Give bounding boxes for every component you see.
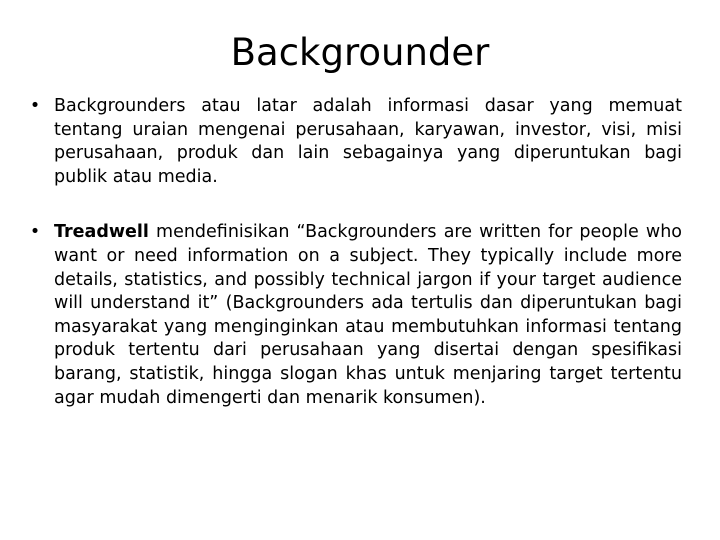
slide-title: Backgrounder <box>230 31 490 74</box>
bullet-text: Backgrounders atau latar adalah informasi dasar yang memuat tentang uraian mengenai perusahaan, karyawan, investor, visi, misi perusahaan, produk dan lain sebagainya yang diperuntukan bagi publik atau media. <box>54 96 682 187</box>
bullet-item-1 <box>28 95 682 189</box>
bullet-text: mendefinisikan “Backgrounders are written for people who want or need information on a subject. They typically include more details, statistics, and possibly technical jargon if your target audience will understand it” (Backgrounders ada tertulis dan diperuntukan bagi masyarakat yang menginginkan atau membutuhkan informasi tentang produk tertentu dari perusahaan yang disertai dengan spesifikasi barang, statistik, hingga slogan khas untuk menjaring target tertentu agar mudah dimengerti dan menarik konsumen). <box>54 222 682 408</box>
bullet-list <box>28 95 682 410</box>
bullet-icon: • <box>29 222 41 243</box>
bullet-icon: • <box>29 96 41 116</box>
bullet-item-2 <box>28 221 682 410</box>
bullet-bold-term: Treadwell <box>54 222 149 243</box>
